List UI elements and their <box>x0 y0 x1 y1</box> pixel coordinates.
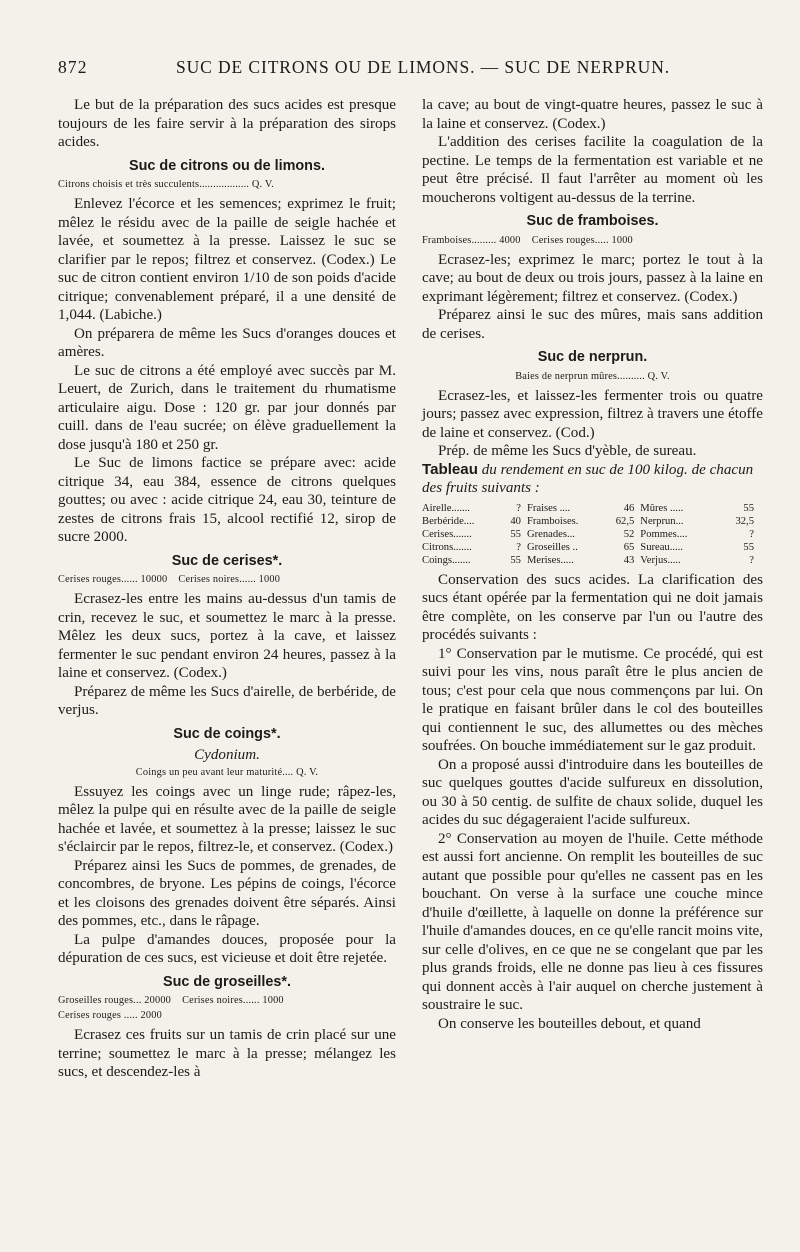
recipe-line: Cerises rouges ..... 2000 <box>58 1010 162 1021</box>
table-cell-yield: 62,5 <box>615 515 635 527</box>
table-row <box>422 515 760 528</box>
table-cell-fruit: Cerises....... <box>422 528 472 540</box>
paragraph: Préparez ainsi les Sucs de pommes, de grenades, de concombres, de bryone. Les pépins de coings, l'écorce et les cloisons des grenades doivent être séparés. Ainsi des pommes, etc., dans le râpage. <box>58 857 396 929</box>
recipe-line: Citrons choisis et très succulents.................. Q. V. <box>58 179 275 190</box>
section-heading-citrons: Suc de citrons ou de limons. <box>129 157 325 174</box>
paragraph: Essuyez les coings avec un linge rude; râpez-les, mêlez la pulpe qui en résulte avec de la paille de seigle hachée et lavée, et soumettez à la presse; laissez le suc s'éclaircir par le repos, filtrez-le, et conservez. (Codex.) <box>58 783 396 855</box>
paragraph: la cave; au bout de vingt-quatre heures, passez le suc à la laine et conservez. (Codex.) <box>422 97 763 132</box>
paragraph: Préparez de même les Sucs d'airelle, de berbéride, de verjus. <box>58 683 396 718</box>
paragraph: L'addition des cerises facilite la coagulation de la pectine. Le temps de la fermentation est variable et ne peut être précisé. Il faut l'arrêter au moment où les moucherons voltigent au-dessus de la terrine. <box>422 134 763 206</box>
right-column <box>422 96 763 1033</box>
table-cell-fruit: Sureau..... <box>640 541 683 553</box>
table-cell-fruit: Grenades... <box>526 528 575 540</box>
table-caption-text: du rendement en suc de 100 kilog. de chacun des fruits suivants : <box>422 461 754 496</box>
yield-table-body <box>422 502 760 567</box>
paragraph: Prép. de même les Sucs d'yèble, de sureau. <box>438 443 697 459</box>
table-row <box>422 502 760 515</box>
section-subtitle: Cydonium. <box>194 747 260 763</box>
paragraph: Ecrasez-les entre les mains au-dessus d'un tamis de crin, recevez le suc, et soumettez le marc à la presse. Mêlez les deux sucs, portez à la cave, et laissez fermenter le suc pendant environ 24 heures, passez à la laine et conservez. (Codex.) <box>58 591 396 681</box>
table-caption <box>422 461 763 498</box>
paragraph: On conserve les bouteilles debout, et quand <box>438 1015 701 1032</box>
table-cell-fruit: Coings....... <box>422 554 471 566</box>
table-cell-yield: ? <box>516 541 521 553</box>
table-cell-fruit: Citrons....... <box>422 541 472 553</box>
paragraph: Préparez ainsi le suc des mûres, mais sans addition de cerises. <box>422 307 763 342</box>
table-row <box>422 541 760 554</box>
table-cell-fruit: Nerprun... <box>640 515 684 527</box>
page-number: 872 <box>58 57 88 77</box>
paragraph: Ecrasez-les, et laissez-les fermenter trois ou quatre jours; passez avec expression, filtrez à travers une étoffe de laine et conservez. (Cod.) <box>422 387 763 441</box>
paragraph: Le suc de citrons a été employé avec succès par M. Leuert, de Zurich, dans le traitement du rhumatisme articulaire aigu. Dose : 120 gr. par jour donnés par cuill. dans de l'eau sucrée; on élève graduellement la dose jusqu'à 180 et 250 gr. <box>58 362 396 453</box>
recipe-line: Cerises rouges...... 10000 Cerises noires...... 1000 <box>58 574 281 585</box>
paragraph: On préparera de même les Sucs d'oranges douces et amères. <box>58 325 396 360</box>
table-cell-fruit: Fraises .... <box>526 502 571 514</box>
recipe-line: Framboises......... 4000 Cerises rouges..... 1000 <box>422 234 633 246</box>
table-cell-fruit: Framboises. <box>526 515 579 527</box>
table-cell-yield: 55 <box>743 541 754 553</box>
table-cell-yield: ? <box>749 528 754 540</box>
table-row <box>422 554 760 567</box>
table-cell-yield: 40 <box>510 515 521 527</box>
table-row <box>422 528 760 541</box>
table-cell-fruit: Pommes.... <box>640 528 688 540</box>
paragraph: On a proposé aussi d'introduire dans les bouteilles de suc quelques gouttes d'acide sulfureux en dissolution, ou 30 à 50 centig. de sulfite de chaux solide, duquel les acides du suc dégageraient l'acide sulfureux. <box>422 756 763 828</box>
table-cell-fruit: Berbéride.... <box>422 515 475 527</box>
table-caption-bold: Tableau <box>422 460 478 478</box>
table-cell-yield: 43 <box>623 554 635 566</box>
section-heading-framboises: Suc de framboises. <box>526 213 659 229</box>
paragraph: Le Suc de limons factice se prépare avec: acide citrique 34, eau 384, essence de citrons quelques gouttes; ou avec : acide citrique 24, eau 30, teinture de zestes de citrons frais 15, alcool rectifié 12, sirop de sucre 2000. <box>58 455 396 545</box>
table-cell-yield: ? <box>749 554 754 566</box>
table-cell-fruit: Merises..... <box>526 554 574 566</box>
paragraph: Ecrasez ces fruits sur un tamis de crin placé sur une terrine; soumettez le marc à la presse; mélangez les sucs, et descendez-les à <box>58 1027 396 1080</box>
table-cell-yield: 55 <box>510 528 521 540</box>
paragraph: 2° Conservation au moyen de l'huile. Cette méthode est aussi fort ancienne. On remplit les bouteilles de suc autant que possible pour qu'elles ne cassent pas en les bouchant. On verse à la surface une couche mince d'huile d'œillette, à laquelle on donne la préférence sur l'huile d'amandes douces, en ce qu'elle rancit moins vite, sur celle d'olives, en ce que ne se congelant que par les plus grands froids, elle ne donne pas lieu à ces fissures qui donnent accès à l'air auquel on cherche justement à soustraire le suc. <box>422 830 763 1013</box>
intro-paragraph: Le but de la préparation des sucs acides est presque toujours de les faire servir à la préparation des sirops acides. <box>58 97 396 150</box>
running-title: SUC DE CITRONS OU DE LIMONS. — SUC DE NERPRUN. <box>176 57 671 77</box>
table-cell-fruit: Airelle....... <box>422 502 470 514</box>
section-heading-nerprun: Suc de nerprun. <box>537 349 648 365</box>
recipe-line: Groseilles rouges... 20000 Cerises noires...... 1000 <box>58 995 284 1006</box>
table-cell-yield: 55 <box>510 554 521 566</box>
section-heading-cerises: Suc de cerises*. <box>171 552 283 569</box>
paragraph: Conservation des sucs acides. La clarification des sucs étant opérée par la fermentation qui ne doit jamais être complète, on les conserve par l'un ou l'autre des procédés suivants : <box>422 571 763 643</box>
table-cell-fruit: Groseilles .. <box>526 541 578 553</box>
table-cell-fruit: Verjus..... <box>640 554 681 566</box>
paragraph: La pulpe d'amandes douces, proposée pour la dépuration de ces sucs, est vicieuse et doit être rejetée. <box>58 931 396 966</box>
table-cell-yield: 32,5 <box>735 515 754 527</box>
table-cell-fruit: Mûres ..... <box>640 502 684 514</box>
recipe-line: Baies de nerprun mûres.......... Q. V. <box>515 370 670 382</box>
section-heading-groseilles: Suc de groseilles*. <box>163 973 291 990</box>
running-header <box>58 57 770 81</box>
section-heading-coings: Suc de coings*. <box>173 725 281 742</box>
recipe-line: Coings un peu avant leur maturité.... Q. V. <box>135 766 319 778</box>
table-cell-yield: 46 <box>623 502 635 514</box>
paragraph: Enlevez l'écorce et les semences; exprimez le fruit; mêlez le résidu avec de la paille de seigle hachée et lavée, et soumettez à la presse. Laissez le suc se clarifier par le repos; filtrez et conservez. (Codex.) Le suc de citron contient environ 1/10 de son poids d'acide citrique; convenablement préparé, il a une densité de 1,044. (Labiche.) <box>58 196 396 323</box>
paragraph: 1° Conservation par le mutisme. Ce procédé, qui est suivi pour les vins, nous paraît être le plus ancien de tous; c'est pour cela que nous commençons par lui. On le pratique en faisant brûler dans le col des bouteilles qui contiennent le suc, des allumettes ou des mèches soufrées. On bouche immédiatement sur le gaz produit. <box>422 645 763 754</box>
yield-table <box>422 502 760 567</box>
table-cell-yield: 65 <box>623 541 635 553</box>
table-cell-yield: ? <box>516 502 521 514</box>
paragraph: Ecrasez-les; exprimez le marc; portez le tout à la cave; au bout de deux ou trois jours, passez à la laine en exprimant légèrement; filtrez et conservez. (Codex.) <box>422 251 763 305</box>
table-cell-yield: 55 <box>743 502 754 514</box>
left-column <box>58 96 396 1082</box>
table-cell-yield: 52 <box>623 528 635 540</box>
